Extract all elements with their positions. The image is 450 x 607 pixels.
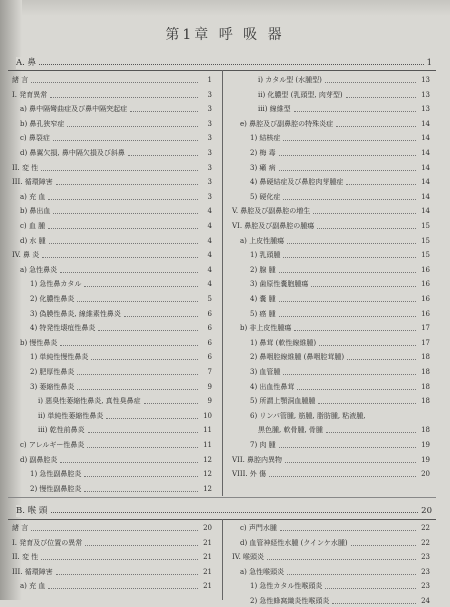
toc-entry	[12, 351, 212, 363]
toc-entry	[12, 580, 212, 592]
toc-entry	[12, 566, 212, 578]
toc-entry-leader	[285, 462, 416, 463]
toc-entry-page: 6	[207, 324, 212, 333]
section-b-left-column	[12, 522, 212, 598]
toc-entry-title: 3) 偽膜性鼻炎, 線維素性鼻炎	[30, 309, 121, 318]
toc-entry-title: V. 鼻腔及び副鼻腔の増生	[232, 207, 311, 216]
toc-entry-leader	[106, 418, 198, 419]
toc-entry-leader	[31, 530, 198, 531]
toc-entry-title: 3) 萎縮性鼻炎	[30, 382, 75, 391]
toc-entry-title: IV. 鼻 炎	[12, 251, 40, 260]
toc-entry	[232, 566, 430, 578]
toc-entry-title: 1) 結核症	[250, 134, 281, 143]
toc-entry	[12, 522, 212, 534]
toc-entry-leader	[346, 97, 416, 98]
toc-entry-title: b) 非上皮性腫瘍	[240, 324, 292, 333]
toc-entry	[232, 351, 430, 363]
toc-entry-leader	[280, 530, 416, 531]
toc-entry-page: 18	[421, 426, 430, 435]
toc-entry	[232, 522, 430, 534]
toc-entry-title: 4) 出血性鼻茸	[250, 382, 295, 391]
toc-entry	[12, 220, 212, 232]
toc-entry-page: 13	[421, 76, 430, 84]
toc-entry-title: I. 発育及び位置の異常	[12, 538, 83, 547]
toc-entry-leader	[130, 111, 198, 112]
toc-entry-leader	[311, 286, 416, 287]
toc-entry-page: 16	[421, 280, 430, 289]
toc-entry-page: 3	[207, 149, 212, 157]
toc-entry	[12, 132, 212, 144]
toc-entry-page: 14	[421, 192, 430, 201]
toc-entry-page: 13	[421, 105, 430, 114]
toc-entry-leader	[42, 257, 198, 258]
toc-entry	[232, 118, 430, 130]
toc-entry-page: 1	[207, 76, 212, 84]
toc-entry-page: 3	[207, 105, 212, 114]
toc-entry-leader	[279, 316, 416, 317]
toc-entry-page: 3	[207, 90, 212, 99]
toc-entry-title: b) 鼻出血	[20, 207, 51, 216]
toc-entry-title: d) 鼻翼欠損, 鼻中隔欠損及び斜鼻	[20, 149, 125, 157]
toc-entry-title: I. 発育異常	[12, 90, 48, 99]
toc-entry-page: 6	[207, 353, 212, 362]
toc-entry-title: 2) 腺 腫	[250, 265, 276, 274]
section-a-right-column	[232, 74, 430, 494]
section-b-column-divider	[222, 519, 223, 600]
toc-entry-leader	[124, 316, 198, 317]
toc-entry-title: 1) 急性カタル性喉頭炎	[250, 582, 323, 591]
toc-entry	[12, 205, 212, 217]
toc-entry-leader	[279, 272, 416, 273]
toc-entry-title: d) 副鼻腔炎	[20, 455, 58, 464]
toc-entry-page: 12	[203, 455, 212, 464]
toc-entry	[12, 410, 212, 422]
toc-entry-title: 1) 鼻茸 (軟性線維腫)	[250, 338, 317, 347]
toc-entry-page: 14	[421, 178, 430, 187]
toc-entry-leader	[325, 588, 416, 589]
toc-entry	[12, 89, 212, 101]
toc-entry-leader	[283, 374, 416, 375]
toc-entry-leader	[41, 170, 198, 171]
toc-entry	[232, 580, 430, 592]
toc-entry	[12, 454, 212, 466]
toc-entry-page: 18	[421, 368, 430, 376]
toc-entry	[232, 205, 430, 217]
toc-entry-title: IV. 喉頭炎	[232, 553, 265, 562]
toc-entry-page: 24	[421, 597, 430, 605]
toc-entry	[12, 249, 212, 261]
toc-entry-leader	[283, 257, 416, 258]
toc-entry-leader	[84, 491, 198, 492]
toc-entry-leader	[317, 228, 416, 229]
toc-entry	[12, 235, 212, 247]
toc-entry-title: iii) 乾性前鼻炎	[38, 426, 85, 435]
toc-entry-page: 15	[421, 236, 430, 245]
toc-entry-title: i) 悪臭性萎縮性鼻炎, 真性臭鼻症	[38, 397, 141, 406]
toc-entry-page: 16	[421, 295, 430, 303]
toc-entry-page: 21	[203, 582, 212, 591]
toc-entry-title: d) 水 腫	[20, 236, 46, 245]
toc-entry	[232, 264, 430, 276]
toc-entry-leader	[279, 170, 416, 171]
toc-entry-leader	[347, 359, 416, 360]
toc-entry-page: 12	[203, 484, 212, 493]
toc-entry-page: 11	[203, 441, 212, 449]
toc-entry-leader	[279, 447, 416, 448]
toc-entry	[12, 264, 212, 276]
toc-entry-leader	[48, 588, 198, 589]
toc-entry-title: 4) 特発性壊疽性鼻炎	[30, 324, 96, 333]
toc-entry	[12, 439, 212, 451]
toc-entry-title: 4) 嚢 腫	[250, 295, 276, 303]
toc-entry-title: 3) 癩 病	[250, 163, 276, 172]
toc-entry-title: 6) リンパ管腫, 筋腫, 脂肪腫, 粘液腫,	[250, 411, 366, 420]
toc-entry-leader	[77, 389, 198, 390]
toc-entry-page: 6	[207, 309, 212, 318]
toc-entry-page: 4	[207, 251, 212, 260]
toc-entry-leader	[325, 82, 416, 83]
toc-entry-title: i) カタル型 (水腫型)	[258, 76, 322, 84]
toc-entry-leader	[267, 559, 416, 560]
toc-entry-leader	[279, 301, 416, 302]
section-a-page: 1	[424, 57, 432, 69]
toc-entry-title: a) 充 血	[20, 582, 46, 591]
toc-entry-page: 10	[203, 411, 212, 420]
toc-entry-leader	[53, 213, 198, 214]
toc-entry-leader	[351, 545, 416, 546]
toc-entry	[232, 176, 430, 188]
toc-entry	[232, 249, 430, 261]
toc-entry	[12, 308, 212, 320]
toc-entry-page: 23	[421, 567, 430, 576]
toc-entry-title: 黒色腫, 軟骨腫, 骨腫	[258, 426, 323, 435]
toc-entry-page: 4	[207, 280, 212, 289]
toc-entry-page: 4	[207, 222, 212, 230]
toc-entry-leader	[144, 403, 198, 404]
toc-entry	[232, 381, 430, 393]
toc-entry-title: 1) 急性鼻カタル	[30, 280, 82, 289]
section-a-leader	[16, 64, 432, 65]
toc-entry-title: c) 鼻裂症	[20, 134, 50, 143]
toc-entry-title: 7) 肉 腫	[250, 441, 276, 449]
toc-entry	[12, 337, 212, 349]
toc-entry	[232, 537, 430, 549]
toc-entry	[232, 439, 430, 451]
toc-entry-title: 5) 癌 腫	[250, 309, 276, 318]
toc-entry	[232, 454, 430, 466]
toc-entry-leader	[31, 82, 198, 83]
toc-entry-title: 4) 鼻硬結症及び鼻腔肉芽腫症	[250, 178, 344, 187]
toc-entry-leader	[346, 184, 416, 185]
toc-entry-title: a) 充 血	[20, 192, 46, 201]
toc-entry	[232, 147, 430, 159]
toc-entry	[232, 551, 430, 563]
section-b-heading	[0, 505, 450, 517]
toc-entry-title: iii) 線維型	[258, 105, 291, 114]
toc-entry-leader	[98, 330, 198, 331]
toc-entry-leader	[56, 574, 198, 575]
toc-entry-leader	[332, 603, 416, 604]
toc-entry	[12, 366, 212, 378]
toc-entry-title: III. 循環障害	[12, 567, 53, 576]
toc-entry-page: 3	[207, 178, 212, 187]
toc-entry-title: 緒 言	[12, 524, 29, 532]
toc-entry-leader	[84, 476, 198, 477]
toc-entry-leader	[50, 97, 198, 98]
toc-entry-page: 12	[203, 470, 212, 479]
toc-entry	[12, 191, 212, 203]
toc-entry-page: 17	[421, 324, 430, 333]
toc-entry-page: 14	[421, 207, 430, 216]
toc-entry-leader	[85, 545, 198, 546]
section-a-column-divider	[222, 70, 223, 496]
toc-entry	[12, 424, 212, 436]
toc-entry-leader	[326, 432, 416, 433]
section-b-label: B. 喉 頭	[16, 505, 50, 517]
toc-entry	[12, 551, 212, 563]
toc-entry	[232, 103, 430, 115]
toc-entry	[232, 278, 430, 290]
toc-entry-page: 5	[207, 295, 212, 303]
toc-entry-title: 5) 硬化症	[250, 192, 281, 201]
toc-entry	[12, 395, 212, 407]
toc-entry-leader	[319, 345, 416, 346]
toc-entry-title: 3) 歯原性嚢胞腫瘍	[250, 280, 309, 289]
toc-entry-title: 1) 単純性慢性鼻炎	[30, 353, 89, 362]
toc-entry-page: 13	[421, 90, 430, 99]
toc-entry	[12, 147, 212, 159]
toc-entry-page: 19	[421, 441, 430, 449]
section-a-left-column	[12, 74, 212, 494]
section-a-label: A. 鼻	[16, 57, 39, 69]
toc-entry-leader	[336, 126, 416, 127]
toc-entry-title: VI. 鼻腔及び副鼻腔の腫瘍	[232, 222, 315, 230]
section-b-leader	[16, 512, 432, 513]
toc-entry-leader	[87, 447, 198, 448]
toc-entry-title: 2) 急性蜂窩織炎性喉頭炎	[250, 597, 330, 605]
toc-entry	[232, 132, 430, 144]
toc-entry	[232, 410, 430, 422]
toc-entry-title: 2) 肥厚性鼻炎	[30, 368, 75, 376]
toc-entry-page: 14	[421, 119, 430, 128]
toc-entry-page: 21	[203, 567, 212, 576]
toc-entry-title: 5) 所謂上顎洞血腫腫	[250, 397, 316, 406]
toc-entry-leader	[53, 140, 198, 141]
toc-entry	[12, 483, 212, 495]
toc-entry-title: 2) 慢性副鼻腔炎	[30, 484, 82, 493]
toc-entry	[232, 322, 430, 334]
toc-entry	[232, 337, 430, 349]
toc-entry-leader	[41, 559, 198, 560]
toc-entry	[12, 162, 212, 174]
toc-entry	[232, 395, 430, 407]
toc-entry-leader	[56, 184, 198, 185]
section-b-page: 20	[418, 505, 432, 517]
toc-entry-leader	[283, 140, 416, 141]
toc-entry-leader	[297, 389, 416, 390]
toc-entry-title: 2) 鼻咽腔線維腫 (鼻咽腔茸腫)	[250, 353, 345, 362]
toc-entry-page: 9	[207, 397, 212, 406]
toc-entry-page: 16	[421, 265, 430, 274]
toc-entry-title: c) 声門水腫	[240, 524, 277, 532]
toc-entry-page: 22	[421, 538, 430, 547]
toc-entry-title: ii) 化膿型 (乳頭型, 肉芽型)	[258, 90, 343, 99]
toc-entry-title: c) アレルギー性鼻炎	[20, 441, 85, 449]
toc-entry-title: VIII. 外 傷	[232, 470, 267, 479]
toc-entry-leader	[269, 476, 416, 477]
page-shadow-top	[0, 0, 450, 16]
toc-entry	[12, 537, 212, 549]
toc-entry-page: 9	[207, 382, 212, 391]
toc-entry	[232, 595, 430, 607]
toc-entry	[232, 89, 430, 101]
toc-entry-page: 20	[203, 524, 212, 532]
toc-entry-page: 20	[421, 470, 430, 479]
toc-entry	[232, 424, 430, 436]
toc-entry-page: 18	[421, 382, 430, 391]
toc-entry-leader	[294, 330, 416, 331]
toc-entry-page: 23	[421, 582, 430, 591]
toc-entry-leader	[294, 111, 416, 112]
toc-entry-title: 1) 急性副鼻腔炎	[30, 470, 82, 479]
toc-entry-title: 2) 梅 毒	[250, 149, 276, 157]
toc-entry-page: 4	[207, 236, 212, 245]
toc-entry-title: III. 循環障害	[12, 178, 53, 187]
toc-entry-leader	[313, 213, 416, 214]
toc-entry-page: 14	[421, 163, 430, 172]
toc-entry	[232, 468, 430, 480]
toc-entry-leader	[287, 243, 416, 244]
toc-entry-page: 3	[207, 134, 212, 143]
toc-entry-title: b) 慢性鼻炎	[20, 338, 58, 347]
toc-entry	[12, 74, 212, 86]
toc-entry-leader	[67, 126, 198, 127]
toc-entry-page: 23	[421, 553, 430, 562]
toc-entry-page: 15	[421, 222, 430, 230]
section-a-heading	[0, 57, 450, 69]
toc-entry-title: 3) 血管腫	[250, 368, 281, 376]
toc-entry	[232, 162, 430, 174]
toc-entry	[12, 468, 212, 480]
toc-entry-page: 11	[203, 426, 212, 435]
toc-entry-leader	[48, 228, 198, 229]
toc-entry-title: II. 変 性	[12, 163, 39, 172]
toc-entry	[232, 366, 430, 378]
toc-entry-leader	[283, 199, 416, 200]
toc-entry-page: 6	[207, 338, 212, 347]
toc-entry-title: a) 急性喉頭炎	[240, 567, 285, 576]
toc-entry-title: a) 急性鼻炎	[20, 265, 58, 274]
section-a-bottom-rule	[8, 497, 436, 498]
toc-entry-page: 21	[203, 538, 212, 547]
toc-entry-leader	[48, 199, 198, 200]
toc-entry-page: 18	[421, 353, 430, 362]
toc-entry-leader	[77, 374, 198, 375]
toc-entry-page: 3	[207, 119, 212, 128]
toc-entry-page: 4	[207, 207, 212, 216]
toc-entry-title: a) 上皮性腫瘍	[240, 236, 285, 245]
toc-entry-title: c) 血 腫	[20, 222, 46, 230]
toc-entry	[232, 220, 430, 232]
toc-entry-leader	[60, 345, 198, 346]
toc-entry-leader	[88, 432, 198, 433]
section-b-right-column	[232, 522, 430, 605]
toc-entry-title: a) 鼻中隔彎曲症及び鼻中隔突起症	[20, 105, 128, 114]
toc-entry-page: 17	[421, 338, 430, 347]
toc-entry-leader	[287, 574, 416, 575]
toc-entry-leader	[279, 155, 416, 156]
toc-entry-leader	[60, 272, 198, 273]
toc-entry-page: 22	[421, 524, 430, 532]
toc-entry-title: ii) 単純性萎縮性鼻炎	[38, 411, 104, 420]
toc-entry-title: b) 鼻孔狭窄症	[20, 119, 65, 128]
toc-entry-leader	[84, 286, 198, 287]
toc-entry-page: 21	[203, 553, 212, 562]
toc-entry-title: 2) 化膿性鼻炎	[30, 295, 75, 303]
toc-entry-page: 19	[421, 455, 430, 464]
toc-entry	[232, 293, 430, 305]
toc-entry-leader	[91, 359, 198, 360]
toc-entry-page: 16	[421, 309, 430, 318]
toc-entry-page: 4	[207, 265, 212, 274]
toc-entry	[12, 176, 212, 188]
toc-entry-leader	[318, 403, 416, 404]
toc-entry	[232, 74, 430, 86]
toc-entry-leader	[49, 243, 198, 244]
toc-entry-title: 緒 言	[12, 76, 29, 84]
toc-entry-title: VII. 鼻腔内異物	[232, 455, 283, 464]
toc-entry-page: 3	[207, 192, 212, 201]
toc-entry-page: 3	[207, 163, 212, 172]
toc-entry	[12, 278, 212, 290]
chapter-title: 第1章 呼 吸 器	[165, 27, 285, 43]
toc-entry	[12, 118, 212, 130]
toc-entry-title: II. 変 性	[12, 553, 39, 562]
toc-entry-page: 18	[421, 397, 430, 406]
toc-entry	[12, 322, 212, 334]
toc-entry	[12, 381, 212, 393]
toc-entry-title: e) 鼻腔及び副鼻腔の特殊炎症	[240, 119, 334, 128]
toc-entry-leader	[128, 155, 198, 156]
toc-entry-leader	[77, 301, 198, 302]
toc-entry-leader	[60, 462, 198, 463]
toc-entry	[232, 235, 430, 247]
toc-entry-title: 1) 乳頭腫	[250, 251, 281, 260]
toc-entry	[12, 293, 212, 305]
toc-entry-page: 14	[421, 134, 430, 143]
toc-entry	[232, 191, 430, 203]
toc-entry-page: 14	[421, 149, 430, 157]
toc-entry	[12, 103, 212, 115]
toc-entry-title: d) 血管神経性水腫 (クインケ水腫)	[240, 538, 348, 547]
toc-entry-page: 7	[207, 368, 212, 376]
toc-entry-page: 15	[421, 251, 430, 260]
toc-entry	[232, 308, 430, 320]
